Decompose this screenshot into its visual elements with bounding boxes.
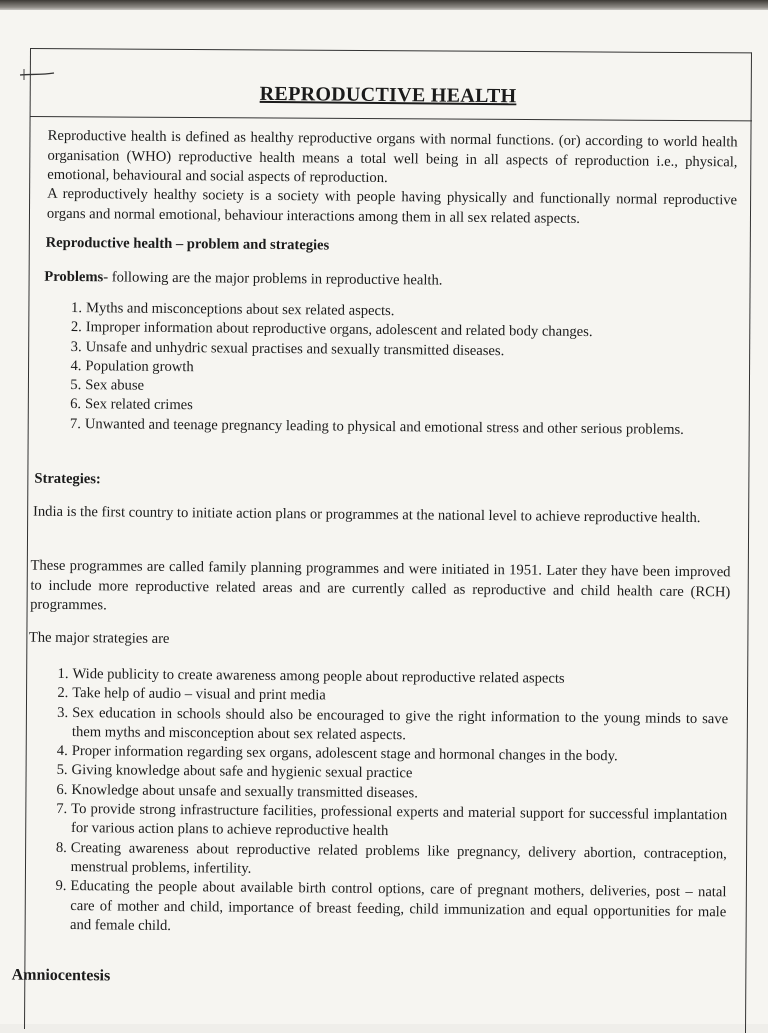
list-item (46, 877, 727, 941)
list-item-number: 9. (55, 878, 67, 895)
problems-text: - following are the major problems in reproductive health. (103, 269, 443, 289)
list-item-text: Educating the people about available birth control options, care of pregnant mothers, deliveries, post – natal care of mother and child, importance of breast feeding, child immunization and equal opportunities for male and female child. (70, 878, 727, 934)
list-item-text: Population growth (85, 358, 194, 376)
list-item-text: Sex abuse (85, 377, 145, 394)
strategies-paragraph-1: India is the first country to initiate action plans or programmes at the national level to achieve reproductive health. (32, 503, 701, 527)
list-item-text: Sex related crimes (85, 396, 193, 414)
list-item-number: 3. (57, 704, 69, 721)
list-item (47, 800, 727, 845)
list-item (48, 703, 728, 748)
list-item-number: 7. (69, 415, 81, 432)
list-item-text: Take help of audio – visual and print media (72, 685, 326, 704)
list-item-text: Proper information regarding sex organs, adolescent stage and hormonal changes in the body. (71, 743, 618, 765)
problems-list (61, 299, 734, 441)
page-title: REPRODUCTIVE HEALTH (259, 82, 517, 108)
list-item-number: 6. (70, 396, 82, 413)
list-item-number: 2. (70, 319, 82, 336)
list-item (47, 838, 727, 883)
section-heading: Reproductive health – problem and strategies (45, 234, 330, 254)
list-item-number: 7. (56, 800, 68, 818)
list-item-text: Unsafe and unhydric sexual practises and sexually transmitted diseases. (85, 338, 505, 359)
list-item-number: 2. (57, 685, 69, 702)
list-item-number: 8. (55, 839, 67, 856)
list-item-text: Knowledge about unsafe and sexually transmitted diseases. (71, 781, 418, 802)
list-item-text: Sex education in schools should also be encouraged to give the right information to the young minds to save them myths and misconception about sex related aspects. (71, 704, 729, 744)
list-item-text: To provide strong infrastructure facilities, professional experts and material support for successful implantation for various action plans to achieve reproductive health (70, 801, 728, 840)
list-item-text: Wide publicity to create awareness among people about reproductive related aspects (72, 666, 565, 687)
list-item-text: Myths and misconceptions about sex related aspects. (85, 300, 395, 320)
list-item-number: 4. (56, 743, 68, 760)
list-item-text: Unwanted and teenage pregnancy leading to physical and emotional stress and other serious problems. (84, 415, 684, 438)
list-item-text: Creating awareness about reproductive related problems like pregnancy, delivery abortion, contraception, menstrual problems, infertility. (70, 839, 727, 877)
amniocentesis-heading: Amniocentesis (11, 966, 111, 985)
list-item-text: Giving knowledge about safe and hygienic sexual practice (71, 762, 413, 782)
intro-paragraph-2: A reproductively healthy society is a society with people having physically and functionally normal reproductive organs and normal emotional, behaviour interactions among them in all sex related aspects. (46, 185, 738, 227)
strategies-intro: The major strategies are (28, 629, 170, 647)
list-item-number: 5. (70, 377, 82, 394)
problems-intro (44, 269, 442, 290)
strategies-heading: Strategies: (34, 470, 101, 488)
strategies-list (46, 665, 729, 942)
list-item-text: Improper information about reproductive organs, adolescent and related body changes. (85, 319, 593, 341)
strategies-paragraph-2: These programmes are called family planning programmes and were initiated in 1951. Later they have been improved to include more reproductive related areas and are currently called as reproductive and child health care (RCH) programmes. (30, 557, 731, 614)
list-item-number: 1. (57, 665, 69, 683)
list-item-number: 1. (70, 300, 83, 317)
list-item-number: 6. (56, 781, 68, 798)
intro-paragraph-1: Reproductive health is defined as healthy reproductive organs with normal functions. (or) according to world health organisation (WHO) reproductive health means a total well being in all aspects of reproduction i.e., physical, emotional, behavioural and social aspects of reproduction. (47, 127, 738, 187)
problems-label: Problems (44, 268, 104, 286)
list-item-number: 3. (70, 338, 82, 355)
list-item-number: 5. (56, 762, 68, 779)
list-item-number: 4. (70, 357, 82, 375)
